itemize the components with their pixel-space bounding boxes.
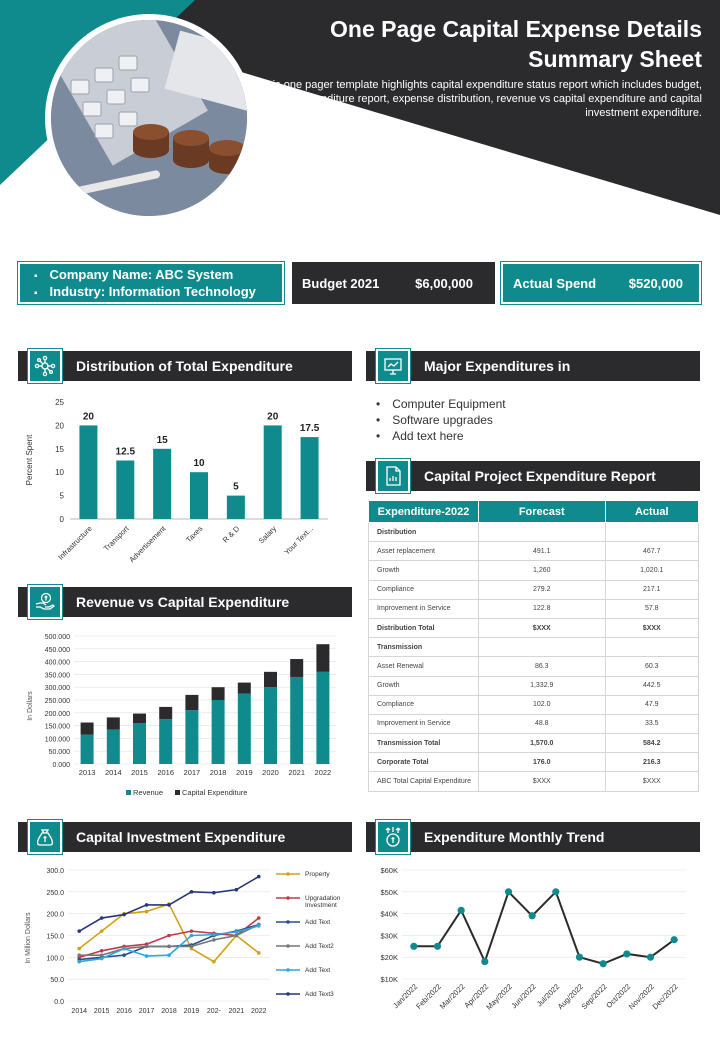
- page-subtitle: This one pager template highlights capital expenditure status report which includes budget, project expenditure report, expense distribution, revenue vs capital expenditure and capital investment expenditure.: [259, 79, 702, 119]
- table-row: [369, 734, 699, 753]
- data-point: [235, 934, 239, 938]
- bar-capital-expenditure: [238, 683, 251, 694]
- table-cell-forecast: 86.3: [479, 657, 606, 676]
- x-tick-label: 2022: [250, 1008, 267, 1015]
- table-row: [369, 561, 699, 580]
- money-hand-icon: [28, 585, 62, 619]
- y-tick-label: 250.0: [46, 889, 64, 897]
- legend-swatch-capital: [175, 790, 180, 795]
- table-cell-label: Transmission Total: [369, 734, 479, 753]
- budget-value: $6,00,000: [415, 275, 473, 291]
- x-tick-label: Jul/2022: [534, 982, 562, 1009]
- table-cell-actual: [605, 523, 698, 542]
- list-item: • Computer Equipment: [376, 396, 506, 412]
- data-point: [77, 929, 81, 933]
- x-tick-label: 2015: [93, 1008, 110, 1015]
- y-tick-label: 10: [55, 468, 64, 478]
- bar-revenue: [316, 672, 329, 764]
- table-cell-forecast: 1,260: [479, 561, 606, 580]
- monthly-section-header: [366, 822, 700, 852]
- table-row: [369, 657, 699, 676]
- bar-revenue: [238, 694, 251, 764]
- table-cell-actual: 217.1: [605, 580, 698, 599]
- data-point: [122, 953, 126, 957]
- table-cell-actual: 47.9: [605, 695, 698, 714]
- x-tick-label: Feb/2022: [414, 982, 443, 1011]
- y-axis-label: In Million Dollars: [25, 912, 32, 964]
- bar-revenue: [264, 687, 277, 764]
- data-label: 10: [193, 458, 205, 470]
- y-tick-label: $50K: [380, 887, 398, 897]
- bar: [116, 461, 134, 520]
- data-point: [481, 958, 488, 965]
- table-row: [369, 772, 699, 791]
- table-cell-label: Distribution: [369, 523, 479, 542]
- data-point: [77, 960, 81, 964]
- bar-capital-expenditure: [264, 672, 277, 687]
- x-tick-label: 2016: [157, 768, 175, 777]
- x-tick-label: Advertisement: [127, 524, 168, 565]
- y-tick-label: 200.0: [46, 911, 64, 919]
- bar-capital-expenditure: [133, 714, 146, 723]
- data-point: [623, 950, 630, 957]
- legend-marker: [286, 896, 290, 900]
- data-point: [145, 910, 149, 914]
- major-section-header: [366, 351, 700, 381]
- bar: [153, 449, 171, 519]
- y-tick-label: 0.000: [52, 762, 70, 769]
- y-tick-label: 500.000: [44, 634, 70, 641]
- bar: [190, 472, 208, 519]
- table-cell-forecast: 122.8: [479, 599, 606, 618]
- legend-label: Upgradation: [305, 895, 341, 902]
- bar-capital-expenditure: [290, 659, 303, 677]
- x-tick-label: Salary: [256, 524, 279, 546]
- table-cell-label: Improvement in Service: [369, 599, 479, 618]
- table-cell-forecast: 279.2: [479, 580, 606, 599]
- x-tick-label: Nov/2022: [626, 982, 656, 1012]
- trend-line: [414, 892, 674, 964]
- y-tick-label: 0.0: [54, 999, 64, 1006]
- x-tick-label: 2018: [209, 768, 227, 777]
- data-point: [257, 875, 261, 879]
- table-cell-forecast: $XXX: [479, 772, 606, 791]
- y-tick-label: 400.000: [44, 659, 70, 667]
- x-tick-label: 2017: [183, 768, 201, 777]
- legend-marker: [286, 968, 290, 972]
- revenue-section-header: [18, 587, 352, 617]
- y-tick-label: 300.000: [44, 685, 70, 693]
- x-tick-label: Apr/2022: [462, 982, 491, 1010]
- company-name: ▪ Company Name: ABC System: [34, 267, 233, 282]
- x-tick-label: 202-: [206, 1008, 221, 1015]
- y-tick-label: $10K: [380, 975, 398, 984]
- y-tick-label: 100.0: [46, 955, 64, 963]
- y-tick-label: 300.0: [46, 868, 64, 875]
- project-report-section-header: [366, 461, 700, 491]
- table-row: [369, 580, 699, 599]
- data-point: [257, 916, 261, 920]
- table-cell-actual: 1,020.1: [605, 561, 698, 580]
- data-point: [167, 945, 171, 949]
- x-tick-label: Your Text...: [282, 524, 315, 557]
- major-title: Major Expenditures in: [424, 358, 571, 374]
- table-cell-forecast: $XXX: [479, 618, 606, 637]
- bar: [227, 496, 245, 519]
- x-tick-label: Sep/2022: [579, 982, 609, 1012]
- y-tick-label: $40K: [380, 909, 398, 919]
- investment-title: Capital Investment Expenditure: [76, 829, 286, 845]
- y-tick-label: 200.000: [44, 710, 70, 718]
- data-point: [671, 936, 678, 943]
- table-cell-label: Growth: [369, 561, 479, 580]
- data-label: 20: [267, 411, 279, 423]
- bar-capital-expenditure: [185, 695, 198, 710]
- data-point: [235, 930, 239, 934]
- data-point: [257, 951, 261, 955]
- bar-revenue: [133, 723, 146, 764]
- bar-revenue: [81, 735, 94, 764]
- data-point: [529, 912, 536, 919]
- major-expenditures-list: [376, 396, 506, 444]
- table-row: [369, 753, 699, 772]
- data-label: 15: [156, 434, 168, 446]
- company-info-box: [18, 262, 284, 304]
- data-point: [212, 960, 216, 964]
- table-cell-label: Transmission: [369, 638, 479, 657]
- x-tick-label: Dec/2022: [650, 982, 680, 1012]
- table-cell-forecast: [479, 638, 606, 657]
- data-point: [235, 888, 239, 892]
- legend-swatch-revenue: [126, 790, 131, 795]
- table-cell-forecast: 176.0: [479, 753, 606, 772]
- distribution-bar-chart: [18, 390, 352, 565]
- budget-box: [292, 262, 495, 304]
- data-point: [257, 924, 261, 928]
- y-tick-label: 150.0: [46, 933, 64, 941]
- bar: [264, 425, 282, 519]
- data-point: [458, 907, 465, 914]
- x-tick-label: 2015: [131, 768, 148, 777]
- data-label: 17.5: [299, 423, 320, 435]
- table-cell-label: Compliance: [369, 580, 479, 599]
- budget-label: Budget 2021: [302, 275, 380, 291]
- bar-capital-expenditure: [107, 717, 120, 729]
- data-point: [190, 934, 194, 938]
- y-tick-label: $60K: [380, 866, 398, 875]
- table-cell-forecast: 102.0: [479, 695, 606, 714]
- table-row: [369, 638, 699, 657]
- x-tick-label: 2019: [235, 768, 253, 777]
- y-tick-label: $30K: [380, 931, 398, 941]
- table-cell-actual: 467.7: [605, 542, 698, 561]
- x-tick-label: Jan/2022: [391, 982, 420, 1011]
- legend-marker: [286, 872, 290, 876]
- y-tick-label: 150.000: [44, 723, 70, 731]
- y-axis-label: In Dollars: [27, 691, 34, 721]
- y-tick-label: 25: [55, 398, 64, 407]
- data-point: [434, 943, 441, 950]
- x-tick-label: 2017: [138, 1008, 155, 1015]
- data-point: [167, 934, 171, 938]
- data-point: [190, 945, 194, 949]
- legend-label-capital: Capital Expenditure: [182, 788, 248, 797]
- data-point: [100, 949, 104, 953]
- table-row: [369, 542, 699, 561]
- table-cell-forecast: 48.8: [479, 714, 606, 733]
- y-tick-label: 350.000: [44, 672, 70, 680]
- legend-label: Add Text: [305, 919, 331, 926]
- bar-revenue: [107, 729, 120, 764]
- bar-revenue: [159, 719, 172, 764]
- x-tick-label: Infrastructure: [56, 524, 94, 562]
- y-tick-label: 15: [55, 444, 64, 454]
- network-icon: [28, 349, 62, 383]
- monthly-trend-line-chart: [366, 860, 700, 1025]
- data-point: [190, 890, 194, 894]
- table-row: [369, 676, 699, 695]
- y-tick-label: 20: [55, 421, 64, 431]
- data-label: 12.5: [115, 446, 136, 458]
- legend-marker: [286, 992, 290, 996]
- x-tick-label: R & D: [220, 524, 242, 545]
- data-point: [100, 957, 104, 961]
- data-point: [576, 954, 583, 961]
- bar-revenue: [290, 677, 303, 764]
- list-item: • Software upgrades: [376, 412, 506, 428]
- actual-spend-box: [501, 262, 701, 304]
- list-item: • Add text here: [376, 428, 506, 444]
- revenue-stacked-bar-chart: [18, 628, 352, 808]
- distribution-section-header: [18, 351, 352, 381]
- data-point: [212, 938, 216, 942]
- distribution-title: Distribution of Total Expenditure: [76, 358, 293, 374]
- table-cell-forecast: 1,570.0: [479, 734, 606, 753]
- y-tick-label: 450.000: [44, 646, 70, 654]
- legend-marker: [286, 920, 290, 924]
- growth-coin-icon: [376, 820, 410, 854]
- table-header-forecast: Forecast: [479, 501, 606, 523]
- page-title: One Page Capital Expense Details Summary Sheet: [330, 16, 702, 72]
- legend-label: Add Text: [305, 967, 331, 974]
- table-cell-actual: 33.5: [605, 714, 698, 733]
- table-cell-label: Compliance: [369, 695, 479, 714]
- data-point: [647, 954, 654, 961]
- legend-label: Investment: [305, 902, 337, 909]
- x-tick-label: 2021: [288, 768, 306, 777]
- table-cell-label: Corporate Total: [369, 753, 479, 772]
- y-tick-label: 50.000: [48, 749, 70, 757]
- legend-marker: [286, 944, 290, 948]
- x-tick-label: 2018: [161, 1008, 177, 1015]
- bar-capital-expenditure: [316, 644, 329, 672]
- x-tick-label: May/2022: [484, 982, 514, 1012]
- revenue-title: Revenue vs Capital Expenditure: [76, 594, 290, 610]
- data-point: [410, 943, 417, 950]
- data-point: [190, 929, 194, 933]
- bar-capital-expenditure: [81, 723, 94, 735]
- money-bag-icon: [28, 820, 62, 854]
- y-tick-label: 50.0: [50, 977, 64, 985]
- table-cell-actual: $XXX: [605, 618, 698, 637]
- table-row: [369, 599, 699, 618]
- data-point: [145, 945, 149, 949]
- table-cell-actual: 216.3: [605, 753, 698, 772]
- x-tick-label: Jun/2022: [509, 982, 538, 1011]
- table-cell-label: Asset Renewal: [369, 657, 479, 676]
- bar-capital-expenditure: [159, 707, 172, 719]
- data-point: [505, 888, 512, 895]
- table-row: [369, 714, 699, 733]
- data-point: [100, 916, 104, 920]
- data-point: [212, 933, 216, 937]
- legend-label: Add Text2: [305, 943, 334, 950]
- table-row: [369, 695, 699, 714]
- data-point: [167, 953, 171, 957]
- x-tick-label: Oct/2022: [604, 982, 633, 1010]
- presentation-icon: [376, 349, 410, 383]
- investment-line-chart: [18, 860, 358, 1020]
- data-point: [145, 903, 149, 907]
- bar-capital-expenditure: [212, 687, 225, 700]
- capital-project-table: [368, 500, 699, 792]
- table-cell-actual: 584.2: [605, 734, 698, 753]
- y-tick-label: 0: [59, 515, 64, 524]
- table-row: [369, 523, 699, 542]
- data-point: [77, 947, 81, 951]
- legend-label-revenue: Revenue: [133, 788, 164, 797]
- bar: [301, 437, 319, 519]
- data-point: [145, 954, 149, 958]
- x-tick-label: 2016: [116, 1008, 132, 1015]
- data-point: [77, 953, 81, 957]
- investment-section-header: [18, 822, 352, 852]
- data-point: [212, 891, 216, 895]
- table-cell-actual: 60.3: [605, 657, 698, 676]
- data-point: [167, 903, 171, 907]
- data-point: [122, 947, 126, 951]
- x-tick-label: 2021: [228, 1008, 245, 1015]
- table-cell-actual: 442.5: [605, 676, 698, 695]
- y-tick-label: $20K: [380, 953, 398, 963]
- table-header-expenditure: Expenditure-2022: [369, 501, 479, 523]
- table-cell-label: Distribution Total: [369, 618, 479, 637]
- data-point: [100, 929, 104, 933]
- legend-label: Property: [305, 871, 330, 878]
- y-tick-label: 250.000: [44, 698, 70, 705]
- table-cell-actual: 57.8: [605, 599, 698, 618]
- x-tick-label: 2020: [262, 768, 279, 777]
- company-industry: ▪ Industry: Information Technology: [34, 284, 256, 299]
- data-point: [552, 888, 559, 895]
- table-cell-label: ABC Total Capital Expenditure: [369, 772, 479, 791]
- data-point: [100, 953, 104, 957]
- actual-label: Actual Spend: [513, 275, 597, 291]
- table-header-actual: Actual: [605, 501, 698, 523]
- data-label: 5: [233, 481, 239, 493]
- legend-label: Add Text3: [305, 991, 334, 998]
- series-line: [79, 918, 259, 957]
- x-tick-label: 2019: [183, 1008, 200, 1015]
- table-cell-label: Asset replacement: [369, 542, 479, 561]
- actual-value: $520,000: [628, 275, 683, 291]
- table-cell-actual: [605, 638, 698, 657]
- x-tick-label: 2022: [314, 768, 332, 777]
- bar: [79, 425, 97, 519]
- monthly-title: Expenditure Monthly Trend: [424, 829, 605, 845]
- table-row: [369, 618, 699, 637]
- x-tick-label: Taxes: [184, 524, 205, 545]
- x-tick-label: Mar/2022: [437, 982, 467, 1011]
- y-axis-label: Percent Spent: [25, 434, 34, 486]
- table-cell-label: Improvement in Service: [369, 714, 479, 733]
- bar-revenue: [185, 710, 198, 764]
- y-tick-label: 5: [59, 491, 64, 501]
- data-point: [122, 913, 126, 917]
- x-tick-label: 2013: [78, 768, 96, 777]
- x-tick-label: 2014: [71, 1008, 88, 1015]
- table-cell-forecast: 1,332.9: [479, 676, 606, 695]
- data-point: [600, 960, 607, 967]
- project-report-title: Capital Project Expenditure Report: [424, 468, 656, 484]
- header-photo: [45, 14, 253, 222]
- x-tick-label: Aug/2022: [555, 982, 585, 1012]
- x-tick-label: 2014: [104, 768, 122, 777]
- table-cell-forecast: 491.1: [479, 542, 606, 561]
- data-label: 20: [82, 411, 94, 423]
- table-cell-label: Growth: [369, 676, 479, 695]
- report-document-icon: [376, 459, 410, 493]
- table-cell-forecast: [479, 523, 606, 542]
- bar-revenue: [212, 700, 225, 764]
- table-cell-actual: $XXX: [605, 772, 698, 791]
- x-tick-label: Transport: [101, 524, 131, 553]
- y-tick-label: 100.000: [44, 736, 70, 744]
